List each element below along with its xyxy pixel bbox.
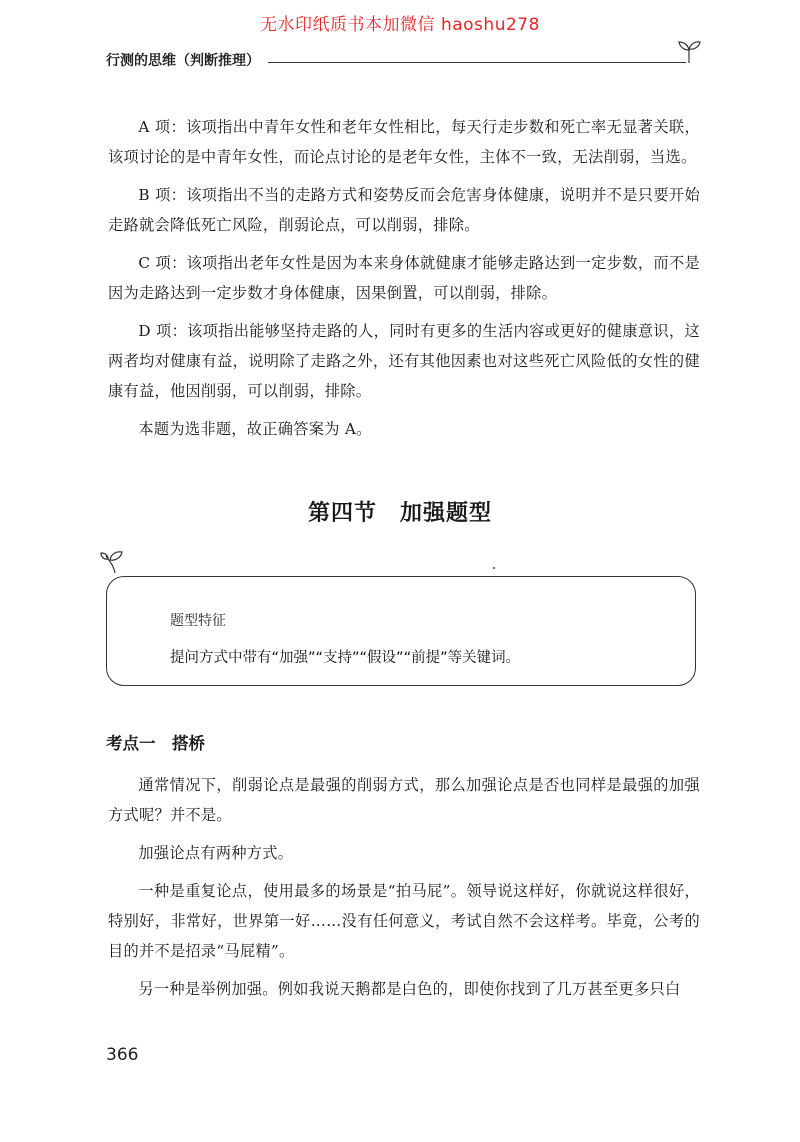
answer-line: 本题为选非题，故正确答案为 A。 (138, 420, 372, 438)
body-block (108, 770, 700, 1012)
running-head: 行测的思维（判断推理） (106, 53, 260, 69)
section-title: 第四节 加强题型 (307, 501, 492, 526)
feature-label: 题型特征 (170, 613, 226, 629)
header-rule (268, 62, 686, 63)
watermark-text: 无水印纸质书本加微信 haoshu278 (260, 15, 540, 35)
analysis-option-d: D 项：该项指出能够坚持走路的人，同时有更多的生活内容或更好的健康意识，这两者均对健康有益，说明除了走路之外，还有其他因素也对这些死亡风险低的女性的健康有益，他因削弱，可以削弱，排除。 (108, 322, 700, 400)
body-paragraph: 通常情况下，削弱论点是最强的削弱方式，那么加强论点是否也同样是最强的加强方式呢？并不是。 (108, 776, 700, 824)
analysis-option-c: C 项：该项指出老年女性是因为本来身体就健康才能够走路达到一定步数，而不是因为走路达到一定步数才身体健康，因果倒置，可以削弱，排除。 (108, 254, 700, 302)
feature-text: 提问方式中带有“加强”“支持”“假设”“前提”等关键词。 (170, 650, 521, 666)
sprout-icon (100, 548, 130, 574)
body-paragraph: 另一种是举例加强。例如我说天鹅都是白色的，即使你找到了几万甚至更多只白 (138, 980, 681, 998)
sprout-icon (676, 38, 702, 64)
analysis-option-b: B 项：该项指出不当的走路方式和姿势反而会危害身体健康，说明并不是只要开始走路就会降低死亡风险，削弱论点，可以削弱，排除。 (108, 186, 700, 234)
page-number: 366 (106, 1045, 139, 1065)
point-heading: 考点一 搭桥 (106, 734, 205, 753)
body-paragraph: 加强论点有两种方式。 (138, 844, 294, 862)
body-paragraph: 一种是重复论点，使用最多的场景是“拍马屁”。领导说这样好，你就说这样很好，特别好，非常好，世界第一好……没有任何意义，考试自然不会这样考。毕竟，公考的目的并不是招录“马屁精”。 (108, 882, 700, 960)
analysis-block (108, 112, 700, 452)
stray-dot (493, 567, 495, 569)
analysis-option-a: A 项：该项指出中青年女性和老年女性相比，每天行走步数和死亡率无显著关联，该项讨论的是中青年女性，而论点讨论的是老年女性，主体不一致，无法削弱，当选。 (108, 118, 700, 166)
feature-box (106, 576, 696, 686)
